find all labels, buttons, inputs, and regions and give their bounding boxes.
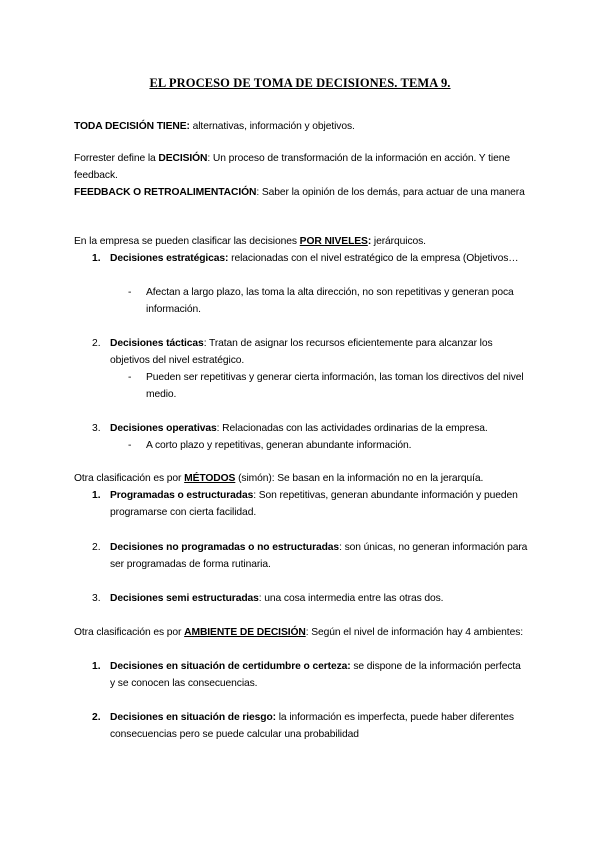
intro-text: alternativas, información y objetivos. <box>189 121 355 132</box>
intro-paragraph <box>74 118 534 135</box>
list-item-bold: Decisiones en situación de certidumbre o certeza: <box>110 661 351 672</box>
list-item-number: 2. <box>92 338 101 349</box>
list-item-bold: Decisiones estratégicas: <box>110 253 229 264</box>
forrester-text: : Un proceso de transformación de la información en acción. Y tiene feedback. <box>74 153 510 181</box>
niveles-bold: POR NIVELES <box>299 236 368 247</box>
list-item-bold: Decisiones operativas <box>110 423 217 434</box>
list-item-bold: Decisiones en situación de riesgo: <box>110 712 276 723</box>
list-item-bold: Decisiones semi estructuradas <box>110 593 259 604</box>
list-item-number: 3. <box>92 423 101 434</box>
metodos-pre: Otra clasificación es por <box>74 473 185 484</box>
list-item-bold: Programadas o estructuradas <box>110 490 254 501</box>
list-item <box>110 420 528 437</box>
list-item-number: 2. <box>92 712 101 723</box>
list-item-bold: Decisiones tácticas <box>110 338 204 349</box>
forrester-bold: DECISIÓN <box>158 153 208 164</box>
list-item <box>110 658 528 692</box>
forrester-pre: Forrester define la <box>74 153 159 164</box>
list-item-bold: Decisiones no programadas o no estructuradas <box>110 542 340 553</box>
sub-item: Afectan a largo plazo, las toma la alta dirección, no son repetitivas y generan poca información. <box>146 287 514 315</box>
list-item <box>110 709 528 743</box>
feedback-paragraph <box>74 184 534 201</box>
sub-item-dash: - <box>128 440 132 451</box>
list-item-number: 3. <box>92 593 101 604</box>
list-item <box>110 539 528 573</box>
feedback-bold: FEEDBACK O RETROALIMENTACIÓN <box>74 187 257 198</box>
metodos-text: (simón): Se basan en la información no en la jerarquía. <box>235 473 484 484</box>
list-item-text: : una cosa intermedia entre las otras dos. <box>258 593 444 604</box>
ambiente-pre: Otra clasificación es por <box>74 627 185 638</box>
list-item-number: 1. <box>92 661 101 672</box>
list-item <box>110 487 528 521</box>
ambiente-text: : Según el nivel de información hay 4 ambientes: <box>305 627 524 638</box>
niveles-text: jerárquicos. <box>371 236 426 247</box>
ambiente-paragraph <box>74 624 534 641</box>
niveles-colon: : <box>367 236 372 247</box>
niveles-paragraph <box>74 233 534 250</box>
sub-item: Pueden ser repetitivas y generar cierta información, las toman los directivos del nivel medio. <box>146 372 524 400</box>
list-item <box>110 590 528 607</box>
list-item-number: 2. <box>92 542 101 553</box>
list-item-text: relacionadas con el nivel estratégico de la empresa (Objetivos… <box>228 253 519 264</box>
list-item <box>110 250 528 267</box>
list-item <box>110 335 528 369</box>
list-item-text: la información es imperfecta, puede haber diferentes consecuencias pero se puede calcular una probabilidad <box>110 712 514 740</box>
feedback-text: : Saber la opinión de los demás, para actuar de una manera <box>256 187 525 198</box>
list-item-text: : Son repetitivas, generan abundante información y pueden programarse con cierta facilidad. <box>110 490 518 518</box>
document-title: EL PROCESO DE TOMA DE DECISIONES. TEMA 9. <box>149 76 451 90</box>
sub-item-dash: - <box>128 372 132 383</box>
list-item-number: 1. <box>92 253 101 264</box>
forrester-paragraph <box>74 150 534 184</box>
list-item-text: : Relacionadas con las actividades ordinarias de la empresa. <box>216 423 488 434</box>
sub-item-dash: - <box>128 287 132 298</box>
intro-bold: TODA DECISIÓN TIENE: <box>74 121 190 132</box>
sub-item: A corto plazo y repetitivas, generan abundante información. <box>146 440 412 451</box>
metodos-bold: MÉTODOS <box>184 473 236 484</box>
niveles-pre: En la empresa se pueden clasificar las decisiones <box>74 236 300 247</box>
list-item-text: : son únicas, no generan información para ser programadas de forma rutinaria. <box>110 542 528 570</box>
list-item-text: : Tratan de asignar los recursos eficientemente para alcanzar los objetivos del nivel estratégico. <box>110 338 493 366</box>
list-item-text: se dispone de la información perfecta y se conocen las consecuencias. <box>110 661 521 689</box>
ambiente-bold: AMBIENTE DE DECISIÓN <box>184 627 306 638</box>
metodos-paragraph <box>74 470 534 487</box>
list-item-number: 1. <box>92 490 101 501</box>
